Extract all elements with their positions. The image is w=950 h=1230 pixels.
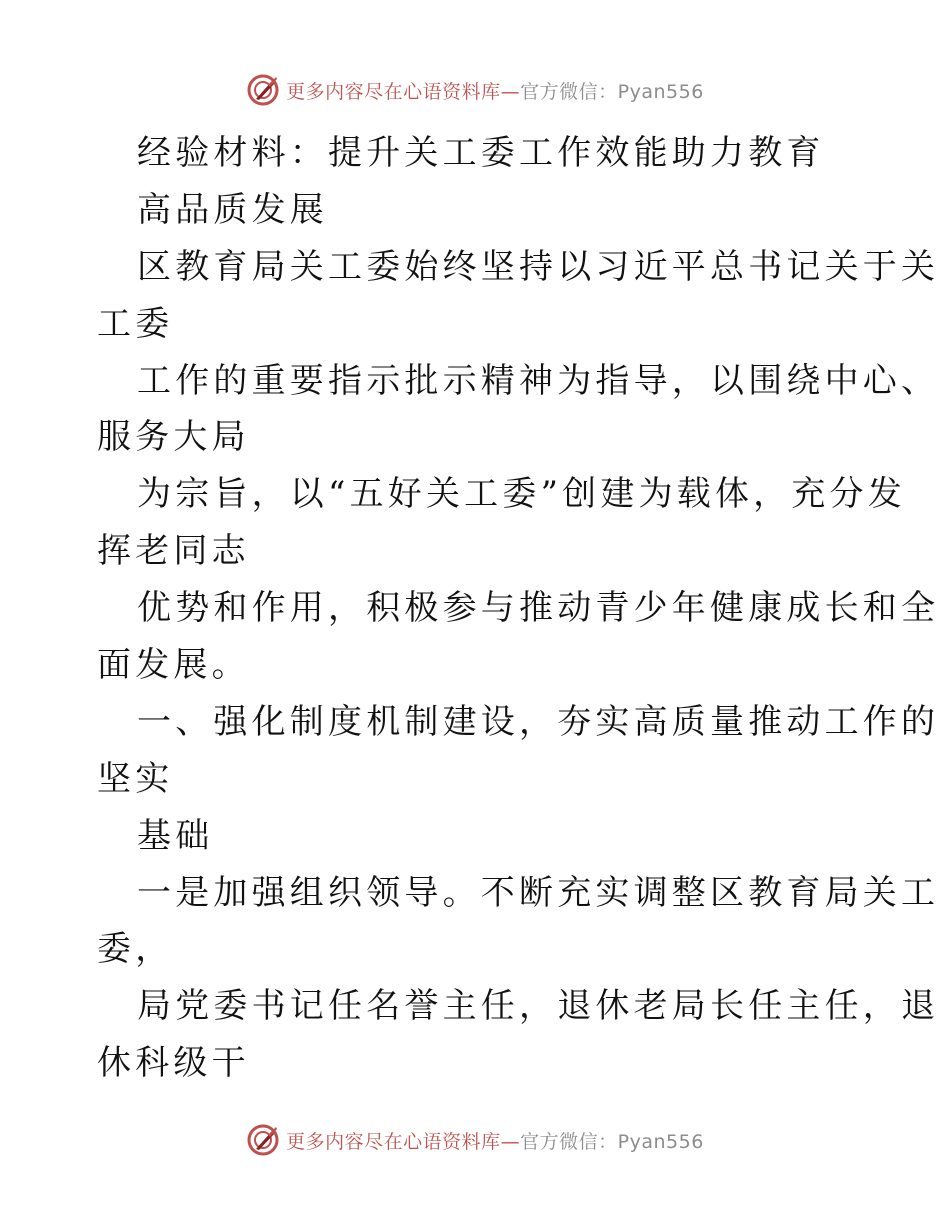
quill-logo-icon — [246, 73, 280, 107]
document-line: 优势和作用，积极参与推动青少年健康成长和全 — [137, 588, 940, 629]
document-body — [97, 125, 940, 1092]
quill-logo-icon — [246, 1123, 280, 1157]
document-line: 工委 — [97, 303, 174, 344]
header-banner-link[interactable]: 更多内容尽在心语资料库 — [286, 80, 501, 103]
header-banner-separator: — — [500, 80, 521, 103]
document-line: 服务大局 — [97, 417, 250, 458]
document-line: 一是加强组织领导。不断充实调整区教育局关工 — [137, 872, 940, 913]
document-line: 委， — [97, 929, 174, 970]
document-line: 区教育局关工委始终坚持以习近平总书记关于关 — [137, 246, 940, 287]
header-banner — [0, 70, 950, 110]
document-line: 为宗旨，以“五好关工委”创建为载体，充分发 — [137, 474, 906, 515]
document-line: 面发展。 — [97, 645, 250, 686]
header-banner-contact: 官方微信：Pyan556 — [520, 80, 704, 103]
document-line: 经验材料：提升关工委工作效能助力教育 — [137, 133, 825, 173]
document-line: 休科级干 — [97, 1043, 250, 1084]
document-line: 一、强化制度机制建设，夯实高质量推动工作的 — [137, 701, 940, 742]
document-line: 挥老同志 — [97, 531, 250, 572]
footer-banner — [0, 1120, 950, 1160]
footer-banner-link[interactable]: 更多内容尽在心语资料库 — [286, 1130, 501, 1153]
footer-banner-contact: 官方微信：Pyan556 — [520, 1130, 704, 1153]
document-line: 工作的重要指示批示精神为指导，以围绕中心、 — [137, 360, 940, 401]
document-line: 高品质发展 — [137, 189, 328, 230]
footer-banner-separator: — — [500, 1130, 521, 1153]
footer-banner-text — [286, 1127, 704, 1154]
document-line: 基础 — [137, 815, 214, 856]
header-banner-text — [286, 77, 704, 104]
document-line: 局党委书记任名誉主任，退休老局长任主任，退 — [137, 986, 940, 1027]
document-line: 坚实 — [97, 758, 174, 799]
